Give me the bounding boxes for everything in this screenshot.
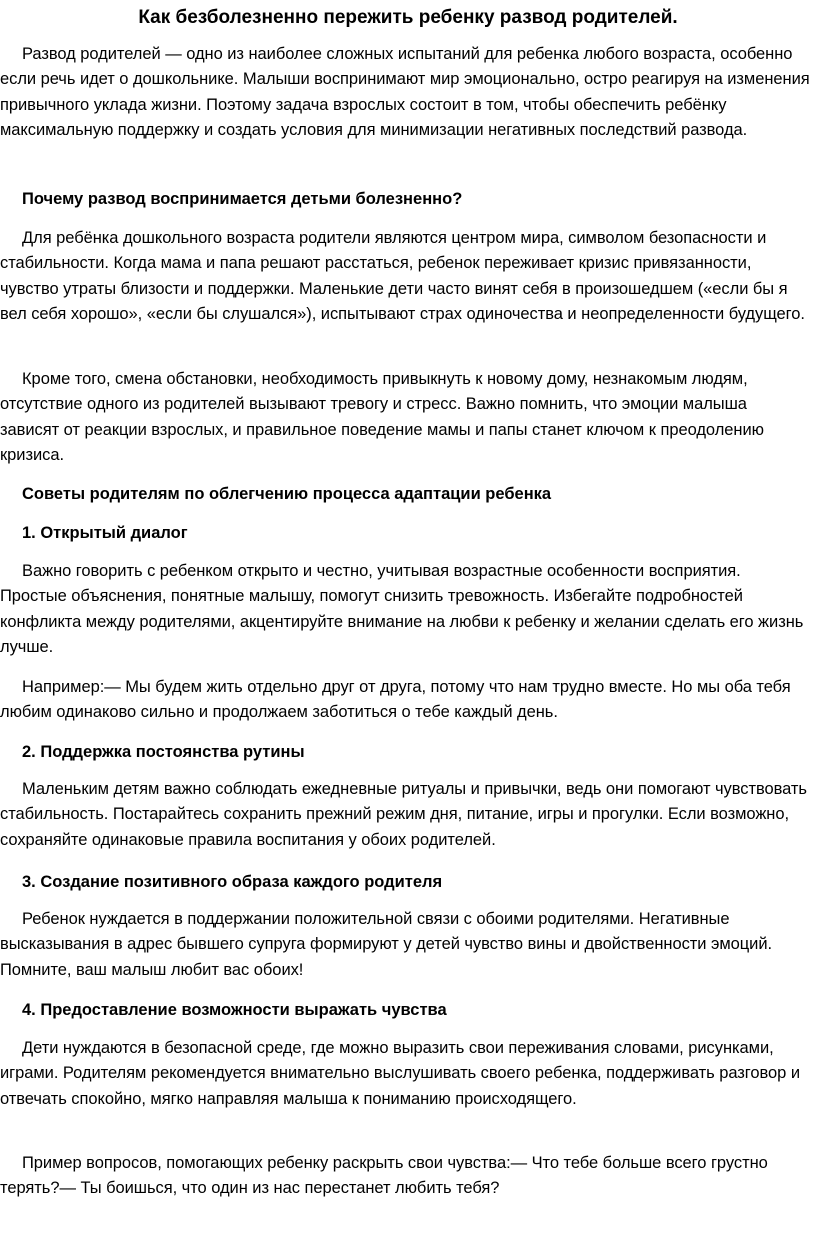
section-heading-tips: Советы родителям по облегчению процесса адаптации ребенка <box>22 485 552 503</box>
tip3-paragraph-1: Ребенок нуждается в поддержании положительной связи с обоими родителями. Негативные высказывания в адрес бывшего супруга формируют у детей чувство вины и двойственности эмоций. Помните, ваш малыш любит вас обоих! <box>0 910 773 979</box>
tip3-heading: 3. Создание позитивного образа каждого родителя <box>22 873 443 891</box>
intro-paragraph: Развод родителей — одно из наиболее сложных испытаний для ребенка любого возраста, особенно если речь идет о дошкольнике. Малыши воспринимают мир эмоционально, остро реагируя на изменения привычного уклада жизни. Поэтому задача взрослых состоит в том, чтобы обеспечить ребёнку максимальную поддержку и создать условия для минимизации негативных последствий развода. <box>0 45 810 139</box>
tip2-heading: 2. Поддержка постоянства рутины <box>22 743 305 761</box>
why-paragraph-2: Кроме того, смена обстановки, необходимость привыкнуть к новому дому, незнакомым людям, отсутствие одного из родителей вызывают тревогу и стресс. Важно помнить, что эмоции малыша зависят от реакции взрослых, и правильное поведение мамы и папы станет ключом к преодолению кризиса. <box>0 370 764 464</box>
page-title: Как безболезненно пережить ребенку развод родителей. <box>138 7 678 28</box>
tip4-paragraph-1: Дети нуждаются в безопасной среде, где можно выразить свои переживания словами, рисунками, играми. Родителям рекомендуется внимательно выслушивать своего ребенка, поддерживать разговор и отвечать спокойно, мягко направляя малыша к пониманию происходящего. <box>0 1039 801 1108</box>
tip1-heading: 1. Открытый диалог <box>22 524 188 542</box>
tip4-questions: Пример вопросов, помогающих ребенку раскрыть свои чувства:— Что тебе больше всего грустно терять?— Ты боишься, что один из нас перестанет любить тебя? <box>0 1154 768 1198</box>
tip1-paragraph-1: Важно говорить с ребенком открыто и честно, учитывая возрастные особенности восприятия. Простые объяснения, понятные малышу, помогут снизить тревожность. Избегайте подробностей конфликта между родителями, акцентируйте внимание на любви к ребенку и желании сделать его жизнь лучше. <box>0 562 804 656</box>
section-heading-why: Почему развод воспринимается детьми болезненно? <box>22 190 463 208</box>
tip2-paragraph-1: Маленьким детям важно соблюдать ежедневные ритуалы и привычки, ведь они помогают чувствовать стабильность. Постарайтесь сохранить прежний режим дня, питание, игры и прогулки. Если возможно, сохраняйте одинаковые правила воспитания у обоих родителей. <box>0 780 807 849</box>
tip4-heading: 4. Предоставление возможности выражать чувства <box>22 1001 447 1019</box>
why-paragraph-1: Для ребёнка дошкольного возраста родители являются центром мира, символом безопасности и стабильности. Когда мама и папа решают расстаться, ребенок переживает кризис привязанности, чувство утраты близости и поддержки. Маленькие дети часто винят себя в произошедшем («если бы я вел себя хорошо», «если бы слушался»), испытывают страх одиночества и неопределенности будущего. <box>0 229 805 323</box>
tip1-example: Например:— Мы будем жить отдельно друг от друга, потому что нам трудно вместе. Но мы оба тебя любим одинаково сильно и продолжаем заботиться о тебе каждый день. <box>0 678 791 722</box>
